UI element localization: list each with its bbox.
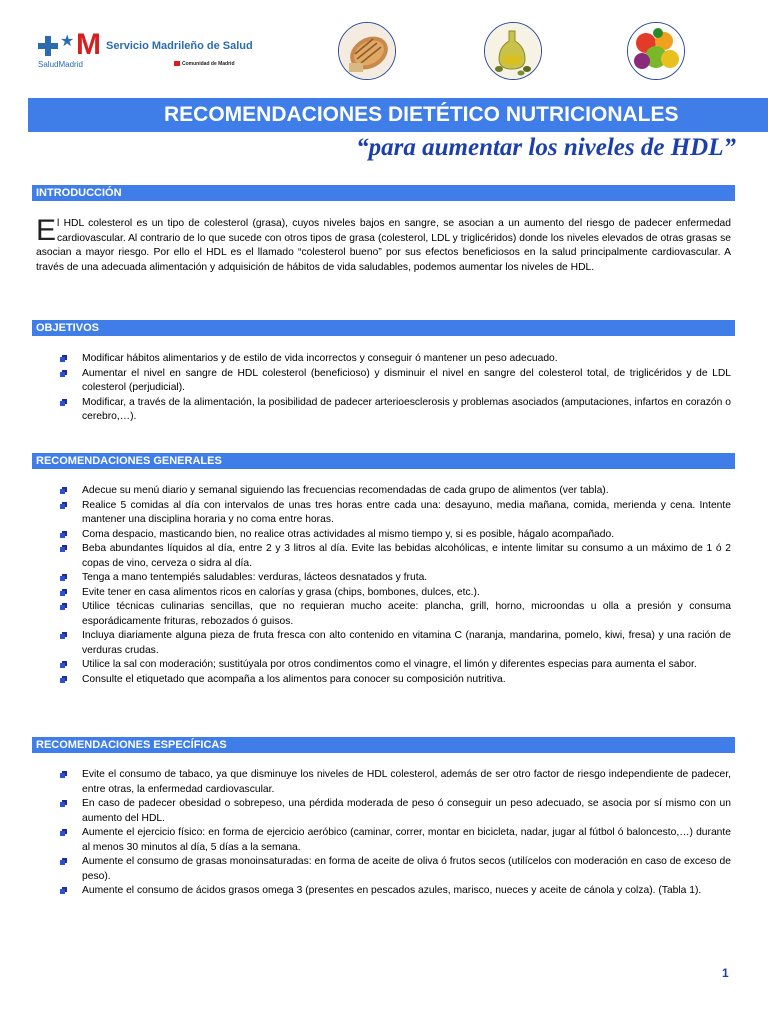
generales-list [60, 484, 731, 687]
page-title: RECOMENDACIONES DIETÉTICO NUTRICIONALES [164, 103, 679, 126]
cross-icon [38, 36, 58, 56]
list-item: Beba abundantes líquidos al día, entre 2 y 3 litros al día. Evite las bebidas alcohólicas, e intente limitar su consumo a un máximo de 1 ó 2 copas de vino, cerveza o sidra al día. [60, 542, 731, 571]
list-item: Evite el consumo de tabaco, ya que disminuye los niveles de HDL colesterol, además de ser otro factor de riesgo independiente de padecer, entre otras, la enfermedad cardiovascular. [60, 768, 731, 797]
intro-paragraph [36, 214, 731, 275]
page-subtitle: “para aumentar los niveles de HDL” [356, 134, 736, 161]
list-item: En caso de padecer obesidad o sobrepeso, una pérdida moderada de peso ó conseguir un peso adecuado, se asocia por sí mismo con un aumento del HDL. [60, 797, 731, 826]
list-item: Incluya diariamente alguna pieza de fruta fresca con alto contenido en vitamina C (naranja, mandarina, pomelo, kiwi, fresa) y una ración de verduras crudas. [60, 629, 731, 658]
intro-text: l HDL colesterol es un tipo de colesterol (grasa), cuyos niveles bajos en sangre, se asocian a un aumento del riesgo de padecer enfermedad cardiovascular. Al contrario de lo que sucede con otros tipos de grasa (colesterol, LDL y triglicéridos) donde los niveles elevados de otras grasas se asocian a mayor riesgo. Por ello el HDL es el llamado “colesterol bueno” por sus efectos beneficiosos en la salud principalmente cardiovascular. A través de una adecuada alimentación y adquisición de hábitos de vida saludables, podemos aumentar los niveles de HDL. [36, 218, 731, 273]
list-item: Adecue su menú diario y semanal siguiendo las frecuencias recomendadas de cada grupo de alimentos (ver tabla). [60, 484, 731, 499]
logo-subtitle: SaludMadrid [38, 60, 83, 69]
list-item: Realice 5 comidas al día con intervalos de unas tres horas entre cada una: desayuno, media mañana, comida, merienda y cena. Intente mantener una disciplina horaria y no coma entre horas. [60, 499, 731, 528]
star-icon: ★ [60, 33, 75, 50]
bread-icon [338, 22, 396, 80]
list-item: Evite tener en casa alimentos ricos en calorías y grasa (chips, bombones, dulces, etc.). [60, 586, 731, 601]
list-item: Aumentar el nivel en sangre de HDL colesterol (beneficioso) y disminuir el nivel en sangre del colesterol total, de triglicéridos y de LDL colesterol (perjudicial). [60, 367, 731, 396]
list-item: Aumente el ejercicio físico: en forma de ejercicio aeróbico (caminar, correr, montar en bicicleta, nadar, jugar al fútbol ó baloncesto,…) durante al menos 30 minutos al día, 5 días a la semana. [60, 826, 731, 855]
list-item: Aumente el consumo de grasas monoinsaturadas: en forma de aceite de oliva ó frutos secos (utilícelos con moderación en caso de exceso de peso). [60, 855, 731, 884]
list-item: Utilice la sal con moderación; sustitúyala por otros condimentos como el vinagre, el limón y diferentes especias para aumenta el sabor. [60, 658, 731, 673]
salud-madrid-logo [38, 28, 253, 72]
list-item: Aumente el consumo de ácidos grasos omega 3 (presentes en pescados azules, marisco, nueces y aceite de cánola y colza). (Tabla 1). [60, 884, 731, 899]
olive-oil-icon [484, 22, 542, 80]
community-label: Comunidad de Madrid [174, 61, 235, 67]
title-bar [28, 98, 768, 132]
org-name: Servicio Madrileño de Salud [106, 40, 253, 52]
especificas-list [60, 768, 731, 899]
fruit-icon [627, 22, 685, 80]
list-item: Modificar hábitos alimentarios y de estilo de vida incorrectos y conseguir ó mantener un peso adecuado. [60, 352, 731, 367]
list-item: Modificar, a través de la alimentación, la posibilidad de padecer arterioesclerosis y problemas asociados (amputaciones, infartos en corazón o cerebro,…). [60, 396, 731, 425]
objetivos-list [60, 352, 731, 425]
drop-cap: E [36, 214, 57, 247]
list-item: Coma despacio, masticando bien, no realice otras actividades al mismo tiempo y, si es posible, hágalo acompañado. [60, 528, 731, 543]
logo-mark [38, 28, 101, 61]
section-heading-especificas: RECOMENDACIONES ESPECÍFICAS [32, 737, 735, 753]
page-number: 1 [722, 966, 729, 980]
list-item: Tenga a mano tentempiés saludables: verduras, lácteos desnatados y fruta. [60, 571, 731, 586]
list-item: Consulte el etiquetado que acompaña a los alimentos para conocer su composición nutritiva. [60, 673, 731, 688]
section-heading-objetivos: OBJETIVOS [32, 320, 735, 336]
logo-letter: M [76, 28, 101, 61]
section-heading-generales: RECOMENDACIONES GENERALES [32, 453, 735, 469]
section-heading-introduccion: INTRODUCCIÓN [32, 185, 735, 201]
list-item: Utilice técnicas culinarias sencillas, que no requieran mucho aceite: plancha, grill, horno, microondas u olla a presión y consuma esporádicamente frituras, rebozados ó guisos. [60, 600, 731, 629]
